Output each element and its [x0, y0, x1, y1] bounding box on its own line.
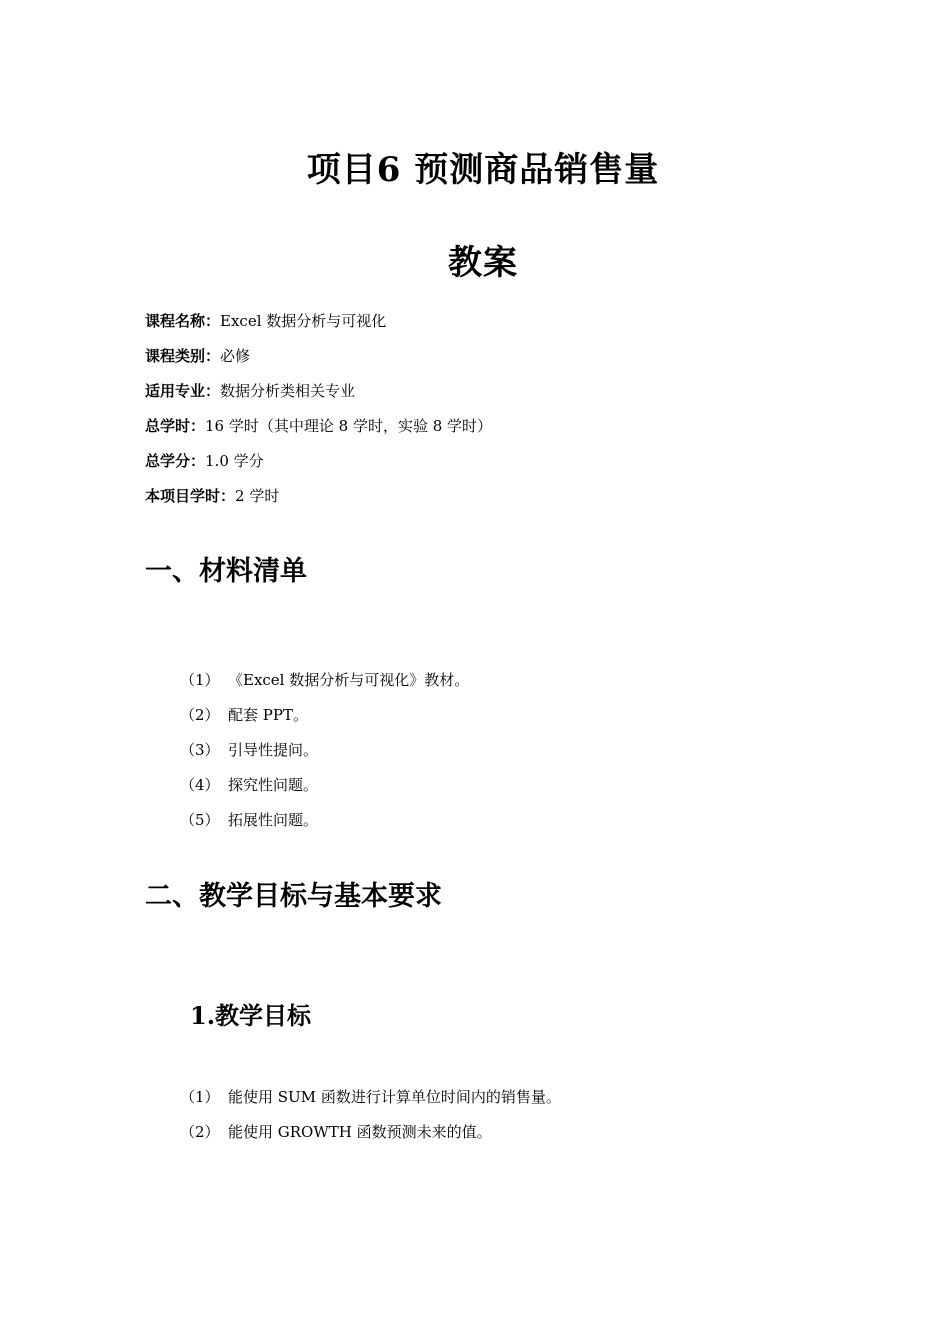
list-item	[180, 667, 840, 702]
document-subtitle: 教案	[448, 243, 518, 283]
info-value: 16 学时（其中理论 8 学时，实验 8 学时）	[205, 417, 493, 435]
list-item-number: （2）	[180, 706, 220, 724]
list-item-number: （2）	[180, 1123, 220, 1141]
info-label: 总学分：	[145, 452, 206, 470]
info-value: 2 学时	[235, 487, 280, 505]
list-item-number: （4）	[180, 776, 220, 794]
list-item-text: 能使用 SUM 函数进行计算单位时间内的销售量。	[228, 1088, 561, 1106]
info-project-hours	[145, 483, 845, 518]
course-info-list	[145, 308, 845, 518]
list-item	[180, 702, 840, 737]
list-item-text: 探究性问题。	[228, 776, 319, 794]
info-major	[145, 378, 845, 413]
list-item-number: （5）	[180, 811, 220, 829]
section-materials-heading: 一、材料清单	[145, 556, 307, 587]
list-item-text: 引导性提问。	[228, 741, 319, 759]
info-label: 本项目学时：	[145, 487, 236, 505]
info-label: 总学时：	[145, 417, 206, 435]
info-total-hours	[145, 413, 845, 448]
document-title: 项目6 预测商品销售量	[306, 150, 660, 190]
info-course-name	[145, 308, 845, 343]
info-value: 必修	[220, 347, 251, 365]
list-item	[180, 737, 840, 772]
list-item	[180, 1084, 840, 1119]
list-item	[180, 772, 840, 807]
section-goals-heading: 二、教学目标与基本要求	[145, 881, 442, 912]
info-label: 课程名称：	[145, 312, 221, 330]
list-item-number: （1）	[180, 1088, 220, 1106]
list-item-text: 拓展性问题。	[228, 811, 319, 829]
materials-list	[180, 667, 840, 842]
list-item-text: 《Excel 数据分析与可视化》教材。	[228, 671, 470, 689]
info-credits	[145, 448, 845, 483]
list-item	[180, 1119, 840, 1154]
list-item-number: （1）	[180, 671, 220, 689]
info-label: 适用专业：	[145, 382, 221, 400]
info-course-type	[145, 343, 845, 378]
info-label: 课程类别：	[145, 347, 221, 365]
info-value: 1.0 学分	[205, 452, 264, 470]
teaching-goals-list	[180, 1084, 840, 1154]
info-value: Excel 数据分析与可视化	[220, 312, 387, 330]
list-item-text: 能使用 GROWTH 函数预测未来的值。	[228, 1123, 492, 1141]
list-item	[180, 807, 840, 842]
info-value: 数据分析类相关专业	[220, 382, 356, 400]
subsection-teaching-goals-heading: 1.教学目标	[190, 1001, 312, 1030]
list-item-text: 配套 PPT。	[228, 706, 308, 724]
list-item-number: （3）	[180, 741, 220, 759]
